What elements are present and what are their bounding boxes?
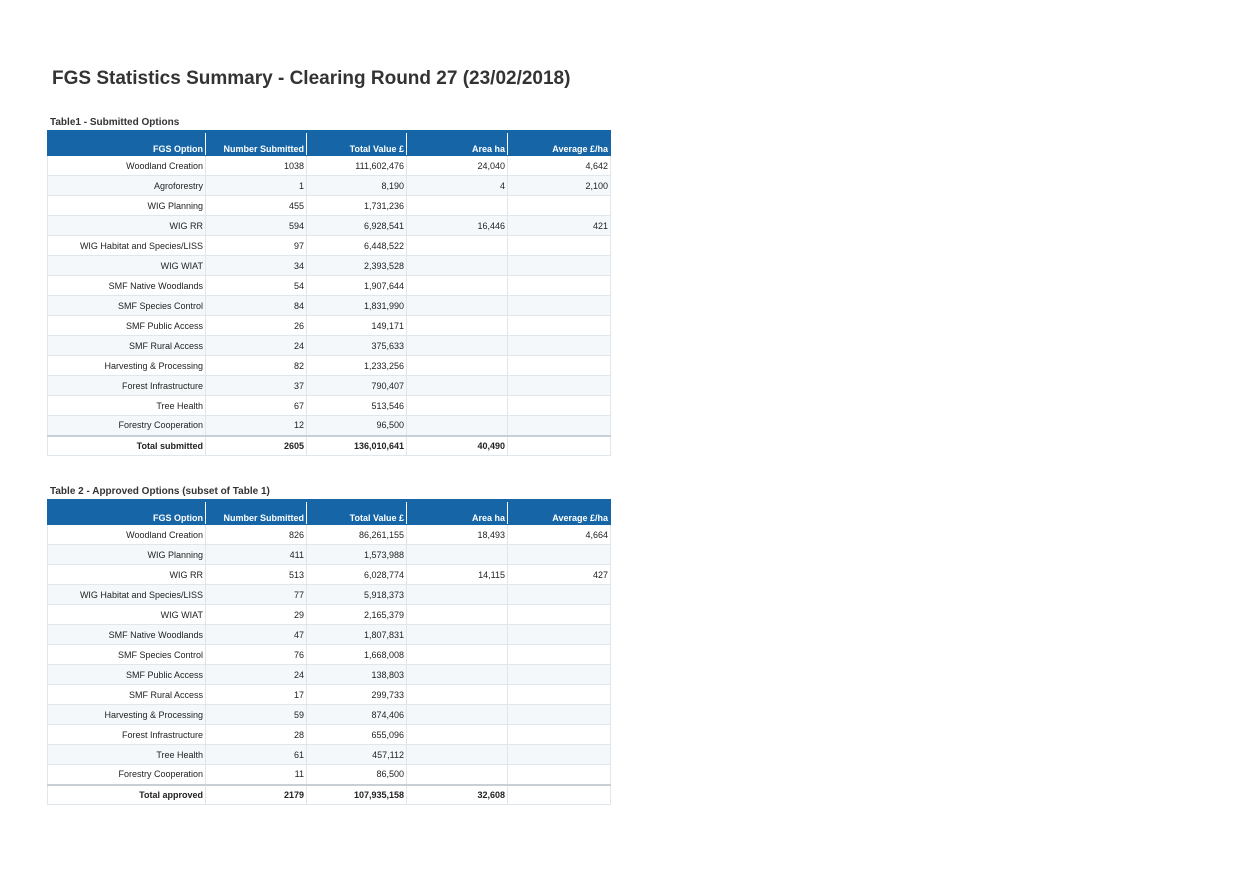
page-title: FGS Statistics Summary - Clearing Round 27 (23/02/2018) <box>52 68 571 89</box>
table-row <box>48 376 611 396</box>
cell-fgs-option: Forest Infrastructure <box>48 376 206 396</box>
cell-number-submitted: 67 <box>206 396 307 416</box>
cell-fgs-option: WIG WIAT <box>48 605 206 625</box>
cell-fgs-option: Tree Health <box>48 745 206 765</box>
cell-fgs-option: Woodland Creation <box>48 525 206 545</box>
total-cell-area-ha: 40,490 <box>407 436 508 456</box>
table-header <box>48 501 611 525</box>
header-row <box>48 501 611 525</box>
cell-total-value: 513,546 <box>307 396 407 416</box>
table-row <box>48 316 611 336</box>
cell-fgs-option: WIG WIAT <box>48 256 206 276</box>
cell-total-value: 111,602,476 <box>307 156 407 176</box>
column-header-number-submitted: Number Submitted <box>206 132 307 156</box>
cell-area-ha <box>407 545 508 565</box>
column-header-fgs-option: FGS Option <box>48 132 206 156</box>
table2-container <box>47 499 610 805</box>
table-row <box>48 625 611 645</box>
cell-fgs-option: SMF Public Access <box>48 316 206 336</box>
cell-total-value: 1,573,988 <box>307 545 407 565</box>
column-header-total-value: Total Value £ <box>307 132 407 156</box>
cell-number-submitted: 24 <box>206 665 307 685</box>
column-header-area-ha: Area ha <box>407 501 508 525</box>
table-row <box>48 745 611 765</box>
cell-total-value: 874,406 <box>307 705 407 725</box>
table-row <box>48 725 611 745</box>
approved-options-table <box>47 499 611 805</box>
cell-fgs-option: Forestry Cooperation <box>48 416 206 436</box>
cell-number-submitted: 411 <box>206 545 307 565</box>
table-row <box>48 196 611 216</box>
cell-fgs-option: Tree Health <box>48 396 206 416</box>
cell-total-value: 1,668,008 <box>307 645 407 665</box>
cell-total-value: 1,831,990 <box>307 296 407 316</box>
cell-number-submitted: 47 <box>206 625 307 645</box>
cell-area-ha <box>407 705 508 725</box>
total-cell-fgs-option: Total submitted <box>48 436 206 456</box>
table1-caption: Table1 - Submitted Options <box>50 117 180 128</box>
cell-number-submitted: 594 <box>206 216 307 236</box>
table-footer <box>48 785 611 805</box>
cell-number-submitted: 28 <box>206 725 307 745</box>
cell-average-per-ha <box>508 236 611 256</box>
cell-fgs-option: WIG RR <box>48 565 206 585</box>
cell-average-per-ha <box>508 316 611 336</box>
cell-average-per-ha <box>508 276 611 296</box>
cell-fgs-option: SMF Rural Access <box>48 336 206 356</box>
cell-area-ha <box>407 605 508 625</box>
total-cell-number-submitted: 2605 <box>206 436 307 456</box>
cell-average-per-ha <box>508 625 611 645</box>
column-header-average-per-ha: Average £/ha <box>508 501 611 525</box>
cell-fgs-option: Harvesting & Processing <box>48 705 206 725</box>
total-cell-total-value: 107,935,158 <box>307 785 407 805</box>
cell-fgs-option: SMF Native Woodlands <box>48 276 206 296</box>
cell-number-submitted: 37 <box>206 376 307 396</box>
cell-area-ha <box>407 765 508 785</box>
cell-fgs-option: Woodland Creation <box>48 156 206 176</box>
cell-total-value: 1,807,831 <box>307 625 407 645</box>
cell-average-per-ha <box>508 725 611 745</box>
cell-total-value: 6,028,774 <box>307 565 407 585</box>
table-body <box>48 156 611 436</box>
column-header-average-per-ha: Average £/ha <box>508 132 611 156</box>
cell-average-per-ha: 421 <box>508 216 611 236</box>
cell-area-ha: 4 <box>407 176 508 196</box>
table-row <box>48 256 611 276</box>
table2-caption: Table 2 - Approved Options (subset of Table 1) <box>50 486 270 497</box>
cell-total-value: 86,500 <box>307 765 407 785</box>
cell-number-submitted: 82 <box>206 356 307 376</box>
cell-number-submitted: 11 <box>206 765 307 785</box>
cell-total-value: 96,500 <box>307 416 407 436</box>
cell-average-per-ha <box>508 645 611 665</box>
cell-area-ha <box>407 645 508 665</box>
cell-area-ha <box>407 376 508 396</box>
table-row <box>48 276 611 296</box>
cell-total-value: 6,448,522 <box>307 236 407 256</box>
table-row <box>48 585 611 605</box>
table-row <box>48 545 611 565</box>
cell-average-per-ha <box>508 396 611 416</box>
cell-total-value: 5,918,373 <box>307 585 407 605</box>
cell-area-ha <box>407 236 508 256</box>
cell-fgs-option: WIG Planning <box>48 545 206 565</box>
cell-fgs-option: SMF Rural Access <box>48 685 206 705</box>
column-header-area-ha: Area ha <box>407 132 508 156</box>
cell-area-ha <box>407 256 508 276</box>
total-row <box>48 785 611 805</box>
cell-number-submitted: 34 <box>206 256 307 276</box>
cell-fgs-option: Agroforestry <box>48 176 206 196</box>
cell-total-value: 2,165,379 <box>307 605 407 625</box>
cell-total-value: 149,171 <box>307 316 407 336</box>
cell-number-submitted: 29 <box>206 605 307 625</box>
cell-fgs-option: WIG Habitat and Species/LISS <box>48 236 206 256</box>
cell-fgs-option: WIG RR <box>48 216 206 236</box>
cell-average-per-ha: 2,100 <box>508 176 611 196</box>
cell-average-per-ha <box>508 256 611 276</box>
cell-area-ha <box>407 665 508 685</box>
cell-fgs-option: SMF Native Woodlands <box>48 625 206 645</box>
table-row <box>48 236 611 256</box>
total-cell-number-submitted: 2179 <box>206 785 307 805</box>
cell-area-ha <box>407 296 508 316</box>
table-row <box>48 296 611 316</box>
cell-average-per-ha <box>508 376 611 396</box>
total-cell-fgs-option: Total approved <box>48 785 206 805</box>
cell-average-per-ha: 4,664 <box>508 525 611 545</box>
cell-average-per-ha <box>508 336 611 356</box>
cell-area-ha <box>407 316 508 336</box>
cell-total-value: 8,190 <box>307 176 407 196</box>
cell-number-submitted: 826 <box>206 525 307 545</box>
cell-total-value: 1,233,256 <box>307 356 407 376</box>
cell-area-ha <box>407 196 508 216</box>
cell-average-per-ha <box>508 356 611 376</box>
table-row <box>48 525 611 545</box>
table-row <box>48 565 611 585</box>
cell-number-submitted: 59 <box>206 705 307 725</box>
cell-area-ha <box>407 336 508 356</box>
table-row <box>48 605 611 625</box>
cell-number-submitted: 24 <box>206 336 307 356</box>
cell-total-value: 6,928,541 <box>307 216 407 236</box>
cell-average-per-ha <box>508 196 611 216</box>
cell-average-per-ha: 4,642 <box>508 156 611 176</box>
cell-average-per-ha: 427 <box>508 565 611 585</box>
cell-average-per-ha <box>508 665 611 685</box>
submitted-options-table <box>47 130 611 456</box>
cell-average-per-ha <box>508 296 611 316</box>
cell-fgs-option: SMF Species Control <box>48 296 206 316</box>
column-header-number-submitted: Number Submitted <box>206 501 307 525</box>
cell-number-submitted: 76 <box>206 645 307 665</box>
cell-average-per-ha <box>508 765 611 785</box>
cell-number-submitted: 1 <box>206 176 307 196</box>
cell-area-ha <box>407 396 508 416</box>
cell-number-submitted: 84 <box>206 296 307 316</box>
cell-number-submitted: 61 <box>206 745 307 765</box>
cell-fgs-option: Forest Infrastructure <box>48 725 206 745</box>
cell-number-submitted: 54 <box>206 276 307 296</box>
column-header-fgs-option: FGS Option <box>48 501 206 525</box>
cell-area-ha <box>407 356 508 376</box>
total-cell-average-per-ha <box>508 436 611 456</box>
cell-total-value: 375,633 <box>307 336 407 356</box>
cell-number-submitted: 513 <box>206 565 307 585</box>
cell-fgs-option: WIG Habitat and Species/LISS <box>48 585 206 605</box>
table-row <box>48 176 611 196</box>
cell-total-value: 2,393,528 <box>307 256 407 276</box>
table-row <box>48 156 611 176</box>
cell-area-ha <box>407 745 508 765</box>
cell-total-value: 1,731,236 <box>307 196 407 216</box>
cell-number-submitted: 1038 <box>206 156 307 176</box>
table-body <box>48 525 611 785</box>
cell-total-value: 138,803 <box>307 665 407 685</box>
cell-number-submitted: 17 <box>206 685 307 705</box>
cell-total-value: 1,907,644 <box>307 276 407 296</box>
column-header-total-value: Total Value £ <box>307 501 407 525</box>
cell-total-value: 790,407 <box>307 376 407 396</box>
total-cell-area-ha: 32,608 <box>407 785 508 805</box>
cell-number-submitted: 97 <box>206 236 307 256</box>
table-row <box>48 416 611 436</box>
cell-number-submitted: 12 <box>206 416 307 436</box>
cell-number-submitted: 77 <box>206 585 307 605</box>
cell-fgs-option: Harvesting & Processing <box>48 356 206 376</box>
cell-total-value: 655,096 <box>307 725 407 745</box>
cell-fgs-option: SMF Species Control <box>48 645 206 665</box>
cell-average-per-ha <box>508 416 611 436</box>
cell-average-per-ha <box>508 545 611 565</box>
table-row <box>48 645 611 665</box>
cell-area-ha <box>407 625 508 645</box>
table-row <box>48 396 611 416</box>
table-row <box>48 665 611 685</box>
cell-fgs-option: WIG Planning <box>48 196 206 216</box>
cell-total-value: 86,261,155 <box>307 525 407 545</box>
cell-total-value: 457,112 <box>307 745 407 765</box>
cell-average-per-ha <box>508 685 611 705</box>
cell-average-per-ha <box>508 585 611 605</box>
table1-container <box>47 130 610 456</box>
table-row <box>48 705 611 725</box>
cell-average-per-ha <box>508 745 611 765</box>
table-footer <box>48 436 611 456</box>
cell-area-ha <box>407 276 508 296</box>
table-row <box>48 336 611 356</box>
table-row <box>48 216 611 236</box>
cell-number-submitted: 26 <box>206 316 307 336</box>
cell-area-ha: 24,040 <box>407 156 508 176</box>
cell-area-ha: 18,493 <box>407 525 508 545</box>
cell-area-ha <box>407 685 508 705</box>
header-row <box>48 132 611 156</box>
table-row <box>48 356 611 376</box>
cell-number-submitted: 455 <box>206 196 307 216</box>
table-row <box>48 685 611 705</box>
cell-area-ha <box>407 416 508 436</box>
cell-area-ha: 14,115 <box>407 565 508 585</box>
total-cell-average-per-ha <box>508 785 611 805</box>
table-header <box>48 132 611 156</box>
cell-average-per-ha <box>508 705 611 725</box>
cell-area-ha <box>407 585 508 605</box>
cell-total-value: 299,733 <box>307 685 407 705</box>
cell-area-ha <box>407 725 508 745</box>
total-row <box>48 436 611 456</box>
cell-average-per-ha <box>508 605 611 625</box>
cell-fgs-option: SMF Public Access <box>48 665 206 685</box>
cell-fgs-option: Forestry Cooperation <box>48 765 206 785</box>
table-row <box>48 765 611 785</box>
cell-area-ha: 16,446 <box>407 216 508 236</box>
total-cell-total-value: 136,010,641 <box>307 436 407 456</box>
